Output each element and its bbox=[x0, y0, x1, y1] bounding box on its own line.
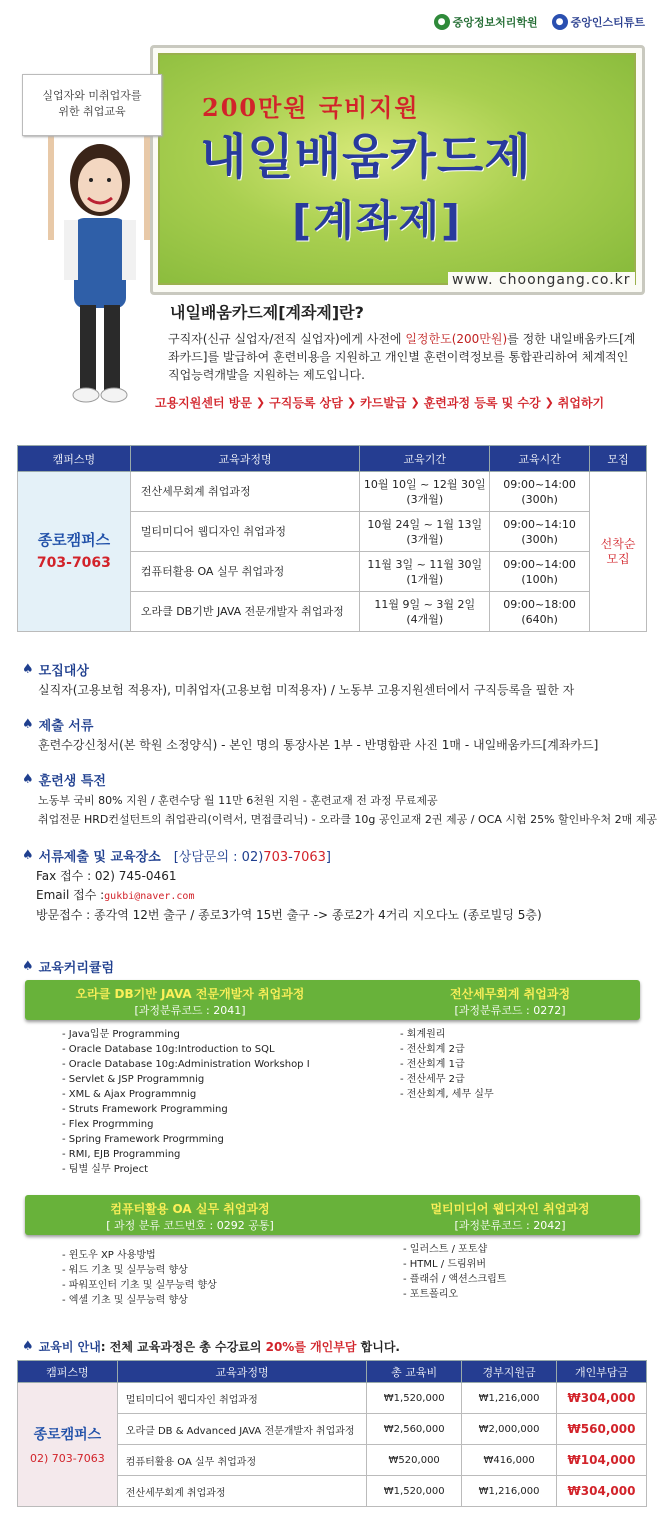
self-payment: ₩304,000 bbox=[557, 1476, 647, 1507]
course-title: 전산세무회계 취업과정 bbox=[449, 987, 571, 1001]
spade-bullet-icon: ♠ bbox=[22, 1339, 34, 1354]
column-header: 캠퍼스명 bbox=[18, 446, 131, 472]
spade-bullet-icon: ♠ bbox=[22, 717, 34, 732]
chevron-right-icon: ❯ bbox=[255, 396, 266, 409]
course-time bbox=[490, 592, 590, 632]
section-title: 모집대상 bbox=[38, 664, 89, 679]
course-code: [ 과정 분류 코드번호 : 0292 공통] bbox=[106, 1219, 274, 1232]
email-line bbox=[36, 886, 652, 906]
section-target bbox=[22, 660, 652, 700]
total-fee: ₩1,520,000 bbox=[367, 1383, 462, 1414]
time-range: 09:00~18:00 bbox=[503, 597, 576, 611]
fee-description bbox=[101, 1338, 400, 1355]
process-steps bbox=[155, 394, 635, 411]
table-header-row bbox=[18, 446, 647, 472]
list-item: - 파워포인터 기초 및 실무능력 향상 bbox=[62, 1280, 217, 1291]
period-months: (3개월) bbox=[406, 532, 444, 546]
list-item: - 전산세무 2급 bbox=[400, 1074, 465, 1085]
self-payment: ₩560,000 bbox=[557, 1414, 647, 1445]
course-name: 컴퓨터활용 OA 실무 취업과정 bbox=[117, 1445, 366, 1476]
list-item: - Spring Framework Progrmming bbox=[62, 1134, 224, 1145]
email-label: Email 접수 : bbox=[36, 888, 105, 902]
section-title: 교육커리큘럼 bbox=[38, 961, 115, 976]
period-months: (3개월) bbox=[406, 492, 444, 506]
phone-part: 703 bbox=[263, 850, 289, 865]
section-heading bbox=[22, 770, 662, 789]
logo-row bbox=[434, 14, 645, 30]
column-header: 개인부담금 bbox=[557, 1361, 647, 1383]
visit-line: 방문접수 : 종각역 12번 출구 / 종로3가역 15번 출구 -> 종로2가 4거리 지오다노 (종로빌딩 5층) bbox=[36, 908, 542, 922]
government-support: ₩416,000 bbox=[462, 1445, 557, 1476]
sign-line: 실업자와 미취업자를 bbox=[42, 89, 142, 102]
time-range: 09:00~14:10 bbox=[503, 517, 576, 531]
time-range: 09:00~14:00 bbox=[503, 557, 576, 571]
list-item: - 전산회계 1급 bbox=[400, 1059, 465, 1070]
list-item: - 일러스트 / 포토샵 bbox=[403, 1244, 488, 1255]
logo-text: 중앙인스티튜트 bbox=[570, 16, 645, 29]
intro-heading: 내일배움카드제[계좌제]란? bbox=[170, 303, 364, 322]
table-row bbox=[18, 472, 647, 512]
spade-bullet-icon: ♠ bbox=[22, 959, 34, 974]
list-item: - Oracle Database 10g:Administration Workshop I bbox=[62, 1059, 310, 1070]
course-time bbox=[490, 472, 590, 512]
logo-joongang-info[interactable] bbox=[434, 14, 538, 30]
consult-phone[interactable] bbox=[174, 846, 331, 865]
step-item: 훈련과정 등록 및 수강 bbox=[423, 396, 541, 410]
list-item: - Servlet & JSP Programmnig bbox=[62, 1074, 205, 1085]
course-name: 오라클 DB & Advanced JAVA 전문개발자 취업과정 bbox=[117, 1414, 366, 1445]
column-header: 교육기간 bbox=[360, 446, 490, 472]
list-item: - 전산회계, 세무 실무 bbox=[400, 1089, 494, 1100]
recruit-cell bbox=[590, 472, 647, 632]
hero-subtitle: 200만원 국비지원 bbox=[202, 93, 420, 122]
time-range: 09:00~14:00 bbox=[503, 477, 576, 491]
campus-phone: 02) 703-7063 bbox=[30, 1452, 105, 1465]
column-header: 교육시간 bbox=[490, 446, 590, 472]
list-item: - 전산회계 2급 bbox=[400, 1044, 465, 1055]
intro-text: 구직자(신규 실업자/전직 실업자)에게 사전에 bbox=[168, 332, 406, 346]
logo-text: 중앙정보처리학원 bbox=[452, 16, 538, 29]
total-hours: (100h) bbox=[521, 572, 558, 586]
section-benefits bbox=[22, 770, 662, 829]
list-item: - Oracle Database 10g:Introduction to SQL bbox=[62, 1044, 275, 1055]
course-period bbox=[360, 472, 490, 512]
hero-title-bracket: [계좌제] bbox=[292, 196, 463, 245]
column-header: 교육과정명 bbox=[130, 446, 360, 472]
step-item: 고용지원센터 방문 bbox=[155, 396, 252, 410]
period-dates: 11월 3일 ~ 11월 30일 bbox=[367, 557, 483, 571]
section-heading bbox=[22, 715, 652, 734]
total-hours: (300h) bbox=[521, 492, 558, 506]
section-title: 훈련생 특전 bbox=[38, 774, 106, 789]
column-header: 총 교육비 bbox=[367, 1361, 462, 1383]
sign-line: 위한 취업교육 bbox=[58, 105, 126, 118]
period-dates: 10월 10일 ~ 12월 30일 bbox=[363, 477, 486, 491]
column-header: 교육과정명 bbox=[117, 1361, 366, 1383]
course-time bbox=[490, 552, 590, 592]
intro-highlight: 일정한도(200만원) bbox=[405, 332, 508, 346]
section-body bbox=[22, 791, 662, 829]
phone-dash: - bbox=[288, 850, 293, 865]
fee-text: : 전체 교육과정은 총 수강료의 bbox=[100, 1340, 266, 1354]
spade-bullet-icon: ♠ bbox=[22, 772, 34, 787]
course-period bbox=[360, 552, 490, 592]
course-name: 전산세무회계 취업과정 bbox=[117, 1476, 366, 1507]
step-item: 구직등록 상담 bbox=[269, 396, 343, 410]
total-fee: ₩1,520,000 bbox=[367, 1476, 462, 1507]
fee-text: 합니다. bbox=[356, 1340, 400, 1354]
course-title: 멀티미디어 웹디자인 취업과정 bbox=[430, 1202, 590, 1216]
total-fee: ₩520,000 bbox=[367, 1445, 462, 1476]
logo-mark-icon: ● bbox=[434, 14, 450, 30]
logo-mark-icon: ● bbox=[552, 14, 568, 30]
section-body bbox=[22, 867, 652, 925]
list-item: - HTML / 드림위버 bbox=[403, 1259, 486, 1270]
campus-name: 종로캠퍼스 bbox=[37, 530, 111, 549]
logo-joongang-institute[interactable] bbox=[552, 14, 645, 30]
list-item: - Flex Progrmming bbox=[62, 1119, 154, 1130]
curriculum-heading bbox=[22, 957, 114, 976]
list-item: - 회계원리 bbox=[400, 1029, 446, 1040]
self-payment: ₩304,000 bbox=[557, 1383, 647, 1414]
spade-bullet-icon: ♠ bbox=[22, 662, 34, 677]
java-course-header bbox=[40, 985, 340, 1018]
total-hours: (640h) bbox=[521, 612, 558, 626]
section-title: 서류제출 및 교육장소 bbox=[38, 850, 161, 865]
email-link[interactable]: gukbi@naver.com bbox=[104, 891, 195, 902]
fax-line: Fax 접수 : 02) 745-0461 bbox=[36, 869, 177, 883]
period-months: (4개월) bbox=[406, 612, 444, 626]
period-dates: 10월 24일 ~ 1월 13일 bbox=[367, 517, 483, 531]
web-curriculum-list bbox=[403, 1242, 603, 1302]
tax-course-header bbox=[395, 985, 625, 1018]
campus-cell bbox=[18, 472, 131, 632]
phone-part: 7063 bbox=[292, 850, 326, 865]
tax-curriculum-list bbox=[400, 1027, 600, 1102]
hero-title: 내일배움카드제 bbox=[200, 129, 532, 185]
site-url[interactable]: www. choongang.co.kr bbox=[448, 272, 635, 288]
fee-label: 교육비 안내 bbox=[38, 1340, 101, 1354]
campus-name: 종로캠퍼스 bbox=[33, 1427, 102, 1443]
course-title: 오라클 DB기반 JAVA 전문개발자 취업과정 bbox=[75, 987, 305, 1001]
course-schedule-table bbox=[17, 445, 647, 632]
list-item: - 팀별 실무 Project bbox=[62, 1164, 148, 1175]
course-period bbox=[360, 512, 490, 552]
list-item: - RMI, EJB Programming bbox=[62, 1149, 181, 1160]
course-title: 컴퓨터활용 OA 실무 취업과정 bbox=[110, 1202, 270, 1216]
spade-bullet-icon: ♠ bbox=[22, 848, 34, 863]
intro-paragraph bbox=[168, 330, 638, 384]
course-name: 오라클 DB기반 JAVA 전문개발자 취업과정 bbox=[130, 592, 360, 632]
chevron-right-icon: ❯ bbox=[410, 396, 420, 409]
list-item: - Java입문 Programming bbox=[62, 1029, 180, 1040]
web-course-header bbox=[395, 1200, 625, 1233]
hero-banner bbox=[0, 0, 663, 440]
total-fee: ₩2,560,000 bbox=[367, 1414, 462, 1445]
phone-suffix: ] bbox=[325, 850, 331, 865]
government-support: ₩2,000,000 bbox=[462, 1414, 557, 1445]
list-item: - 엑셀 기초 및 실무능력 향상 bbox=[62, 1295, 188, 1306]
course-time bbox=[490, 512, 590, 552]
oa-curriculum-list bbox=[62, 1248, 362, 1308]
self-payment: ₩104,000 bbox=[557, 1445, 647, 1476]
phone-prefix: [상담문의 : 02) bbox=[173, 850, 264, 865]
column-header: 경부지원금 bbox=[462, 1361, 557, 1383]
campus-cell bbox=[18, 1383, 118, 1507]
column-header: 캠퍼스명 bbox=[18, 1361, 118, 1383]
campus-phone: 703-7063 bbox=[36, 554, 111, 571]
fee-table bbox=[17, 1360, 647, 1507]
course-name: 컴퓨터활용 OA 실무 취업과정 bbox=[130, 552, 360, 592]
course-period bbox=[360, 592, 490, 632]
course-name: 전산세무회계 취업과정 bbox=[130, 472, 360, 512]
period-dates: 11월 9일 ~ 3월 2일 bbox=[374, 597, 476, 611]
course-code: [과정분류코드 : 2041] bbox=[134, 1004, 246, 1017]
benefit-line: 취업전문 HRD컨설턴트의 취업관리(이력서, 면접클리닉) - 오라클 10g 공인교재 2권 제공 / OCA 시험 25% 할인바우처 2매 제공 bbox=[38, 813, 658, 826]
recruit-text: 모집 bbox=[606, 551, 630, 566]
intro-text: 를 정한 내일배움카드[계좌카드]를 발급하여 훈련비용을 지원하고 개인별 훈련이력정보를 통합관리하여 체계적인 직업능력개발을 지원하는 제도입니다. bbox=[168, 332, 636, 382]
column-header: 모집 bbox=[590, 446, 647, 472]
period-months: (1개월) bbox=[406, 572, 444, 586]
step-item: 카드발급 bbox=[360, 396, 407, 410]
course-name: 멀티미디어 웹디자인 취업과정 bbox=[130, 512, 360, 552]
chevron-right-icon: ❯ bbox=[544, 396, 554, 409]
list-item: - XML & Ajax Programmnig bbox=[62, 1089, 197, 1100]
list-item: - 플래쉬 / 액션스크립트 bbox=[403, 1274, 507, 1285]
protest-sign bbox=[22, 74, 162, 136]
oa-course-header bbox=[40, 1200, 340, 1233]
section-title: 제출 서류 bbox=[38, 719, 94, 734]
fee-heading bbox=[22, 1338, 400, 1355]
java-curriculum-list bbox=[62, 1027, 362, 1177]
list-item: - 워드 기초 및 실무능력 향상 bbox=[62, 1265, 188, 1276]
benefit-line: 노동부 국비 80% 지원 / 훈련수당 월 11만 6천원 지원 - 훈련교재 전 과정 무료제공 bbox=[38, 794, 438, 807]
government-support: ₩1,216,000 bbox=[462, 1476, 557, 1507]
fee-highlight: 20%를 개인부담 bbox=[265, 1340, 357, 1354]
table-header-row bbox=[18, 1361, 647, 1383]
section-place bbox=[22, 846, 652, 925]
section-heading bbox=[22, 846, 652, 865]
step-item: 취업하기 bbox=[557, 396, 605, 410]
total-hours: (300h) bbox=[521, 532, 558, 546]
section-heading bbox=[22, 660, 652, 679]
chevron-right-icon: ❯ bbox=[346, 396, 357, 409]
list-item: - 윈도우 XP 사용방법 bbox=[62, 1250, 156, 1261]
woman-holding-sign-illustration bbox=[40, 130, 160, 415]
government-support: ₩1,216,000 bbox=[462, 1383, 557, 1414]
section-body: 실직자(고용보험 적용자), 미취업자(고용보험 미적용자) / 노동부 고용지원센터에서 구직등록을 필한 자 bbox=[38, 683, 575, 697]
list-item: - Struts Framework Programming bbox=[62, 1104, 228, 1115]
course-code: [과정분류코드 : 2042] bbox=[454, 1219, 566, 1232]
recruit-text: 선착순 bbox=[600, 536, 636, 551]
list-item: - 포트폴리오 bbox=[403, 1289, 459, 1300]
course-code: [과정분류코드 : 0272] bbox=[454, 1004, 566, 1017]
course-name: 멀티미디어 웹디자인 취업과정 bbox=[117, 1383, 366, 1414]
section-body: 훈련수강신청서(본 학원 소정양식) - 본인 명의 통장사본 1부 - 반명함판 사진 1매 - 내일배움카드[계좌카드] bbox=[38, 738, 599, 752]
section-documents bbox=[22, 715, 652, 755]
table-row bbox=[18, 1383, 647, 1414]
